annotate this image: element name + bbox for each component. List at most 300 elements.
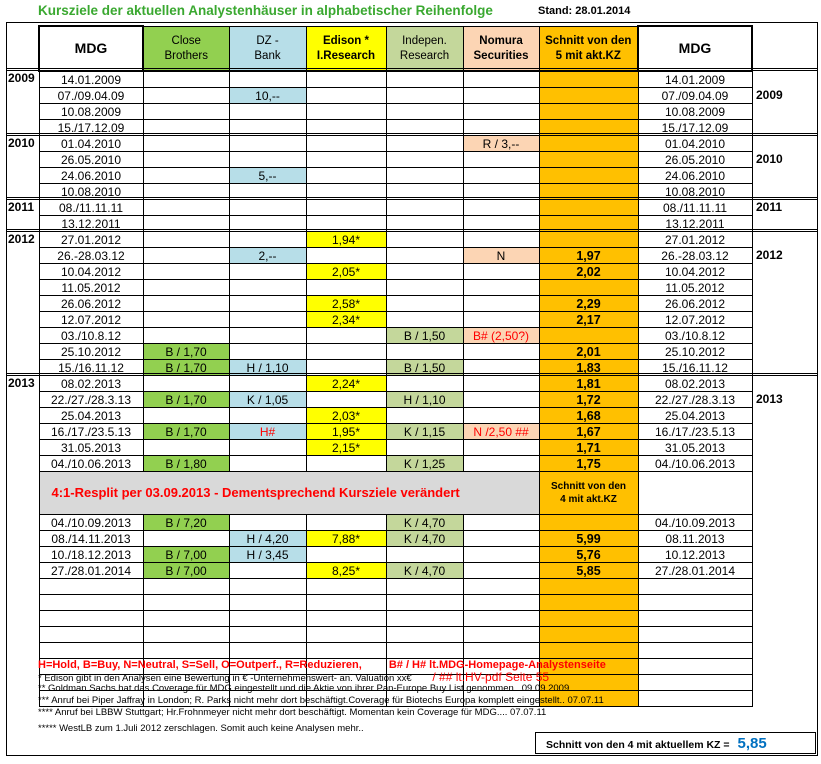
empty-cell	[638, 659, 752, 675]
date-cell: 11.05.2012	[39, 280, 143, 296]
dz-cell: 5,--	[229, 168, 306, 184]
empty-cell	[463, 643, 539, 659]
indep-cell	[386, 440, 463, 456]
nomura-cell	[463, 547, 539, 563]
empty-cell	[638, 611, 752, 627]
date-right-cell: 12.07.2012	[638, 312, 752, 328]
header-schnitt	[539, 26, 638, 71]
nomura-cell	[463, 344, 539, 360]
dz-cell	[229, 296, 306, 312]
empty-cell	[638, 627, 752, 643]
date-right-cell: 22./27./28.3.13	[638, 392, 752, 408]
header-line2: Brothers	[164, 49, 208, 62]
dz-cell	[229, 456, 306, 472]
date-cell: 03./10.8.12	[39, 328, 143, 344]
edison-cell: 2,58*	[306, 296, 386, 312]
date-right-cell: 07./09.04.09	[638, 88, 752, 104]
date-right-cell: 04./10.09.2013	[638, 515, 752, 531]
date-cell: 25.10.2012	[39, 344, 143, 360]
date-cell: 27.01.2012	[39, 232, 143, 248]
edison-cell	[306, 168, 386, 184]
table-row	[39, 312, 752, 328]
table-row	[39, 408, 752, 424]
dz-cell: H / 1,10	[229, 360, 306, 376]
close-cell: B / 7,20	[143, 515, 229, 531]
nomura-cell	[463, 296, 539, 312]
date-right-cell: 26.05.2010	[638, 152, 752, 168]
close-cell: B / 1,80	[143, 456, 229, 472]
dz-cell	[229, 71, 306, 88]
edison-cell: 2,15*	[306, 440, 386, 456]
date-right-cell: 13.12.2011	[638, 216, 752, 232]
schnitt-cell: 1,71	[539, 440, 638, 456]
empty-cell	[386, 611, 463, 627]
date-right-cell: 01.04.2010	[638, 136, 752, 152]
header-line2: I.Research	[316, 49, 376, 62]
empty-cell	[539, 643, 638, 659]
date-cell: 12.07.2012	[39, 312, 143, 328]
close-cell: B / 7,00	[143, 547, 229, 563]
legend-homepage: B# / H# lt.MDG-Homepage-Analystenseite	[388, 659, 606, 671]
dz-cell	[229, 312, 306, 328]
date-right-cell: 10.12.2013	[638, 547, 752, 563]
year-label-right: 2012	[756, 248, 783, 262]
nomura-cell	[463, 563, 539, 579]
indep-cell	[386, 296, 463, 312]
schnitt-cell	[539, 136, 638, 152]
schnitt-cell: 1,81	[539, 376, 638, 392]
schnitt-4-line: 4 mit akt.KZ	[560, 494, 617, 505]
empty-cell	[306, 579, 386, 595]
table-row	[39, 456, 752, 472]
header-line1: MDG	[74, 40, 108, 56]
close-cell: B / 7,00	[143, 563, 229, 579]
edison-cell: 1,95*	[306, 424, 386, 440]
empty-cell	[638, 643, 752, 659]
schnitt-cell: 1,83	[539, 360, 638, 376]
header-dz-bank	[229, 26, 306, 71]
nomura-cell: N /2,50 ##	[463, 424, 539, 440]
edison-cell: 2,34*	[306, 312, 386, 328]
edison-cell: 8,25*	[306, 563, 386, 579]
close-cell	[143, 136, 229, 152]
edison-cell	[306, 456, 386, 472]
note-lbbw: **** Anruf bei LBBW Stuttgart; Hr.Frohnmeyer nicht mehr dort beschäftigt. Momentan kein Coverage für MDG.... 07.07.11	[38, 707, 547, 718]
table-row	[39, 248, 752, 264]
date-right-cell: 25.10.2012	[638, 344, 752, 360]
nomura-cell	[463, 408, 539, 424]
close-cell	[143, 71, 229, 88]
dz-cell: H / 3,45	[229, 547, 306, 563]
empty-row	[39, 595, 752, 611]
dz-cell: H#	[229, 424, 306, 440]
edison-cell: 2,03*	[306, 408, 386, 424]
year-separator	[6, 68, 818, 71]
note-westlb: ***** WestLB zum 1.Juli 2012 zerschlagen. Somit auch keine Analysen mehr..	[38, 723, 364, 734]
empty-cell	[306, 595, 386, 611]
nomura-cell: B# (2,50?)	[463, 328, 539, 344]
empty-cell	[39, 579, 143, 595]
date-cell: 25.04.2013	[39, 408, 143, 424]
edison-cell: 2,24*	[306, 376, 386, 392]
schnitt-cell: 5,99	[539, 531, 638, 547]
schnitt-cell	[539, 71, 638, 88]
empty-cell	[386, 579, 463, 595]
header-mdg-right	[638, 26, 752, 71]
dz-cell	[229, 440, 306, 456]
table-row	[39, 328, 752, 344]
table-row	[39, 547, 752, 563]
nomura-cell: N	[463, 248, 539, 264]
header-line2: Bank	[254, 49, 281, 62]
indep-cell	[386, 264, 463, 280]
empty-cell	[386, 643, 463, 659]
edison-cell	[306, 104, 386, 120]
empty-cell	[39, 643, 143, 659]
year-separator	[6, 133, 818, 136]
table-row	[39, 376, 752, 392]
close-cell	[143, 152, 229, 168]
schnitt-cell: 1,75	[539, 456, 638, 472]
empty-cell	[463, 627, 539, 643]
header-close-brothers	[143, 26, 229, 71]
date-cell: 10.08.2010	[39, 184, 143, 200]
year-label-left: 2012	[8, 232, 35, 246]
empty-cell	[638, 691, 752, 707]
date-cell: 26.06.2012	[39, 296, 143, 312]
indep-cell	[386, 232, 463, 248]
empty-cell	[39, 611, 143, 627]
edison-cell	[306, 200, 386, 216]
nomura-cell	[463, 104, 539, 120]
table-row	[39, 440, 752, 456]
resplit-row	[39, 472, 752, 515]
date-cell: 10./18.12.2013	[39, 547, 143, 563]
indep-cell	[386, 344, 463, 360]
indep-cell: K / 4,70	[386, 563, 463, 579]
empty-cell	[638, 675, 752, 691]
header-line2: Research	[399, 49, 450, 62]
schnitt-cell	[539, 515, 638, 531]
empty-row	[39, 579, 752, 595]
nomura-cell	[463, 200, 539, 216]
date-right-cell: 04./10.06.2013	[638, 456, 752, 472]
dz-cell	[229, 264, 306, 280]
date-right-cell: 14.01.2009	[638, 71, 752, 88]
summary-value: 5,85	[737, 735, 767, 752]
schnitt-cell: 5,85	[539, 563, 638, 579]
resplit-right-cell	[638, 472, 752, 515]
schnitt-cell: 1,72	[539, 392, 638, 408]
close-cell: B / 1,70	[143, 392, 229, 408]
table-row	[39, 88, 752, 104]
empty-cell	[638, 595, 752, 611]
date-cell: 26.-28.03.12	[39, 248, 143, 264]
dz-cell	[229, 344, 306, 360]
empty-cell	[386, 595, 463, 611]
header-line2: 5 mit akt.KZ	[555, 49, 621, 62]
note-piper: *** Anruf bei Piper Jaffray in London; R. Parks nicht mehr dort beschäftigt.Coverage für Biotechs Europa komplett eingestellt.. 07.07.11	[38, 695, 604, 706]
empty-cell	[306, 643, 386, 659]
close-cell	[143, 531, 229, 547]
table-row	[39, 104, 752, 120]
table-row	[39, 344, 752, 360]
header-mdg	[39, 26, 143, 71]
dz-cell: H / 4,20	[229, 531, 306, 547]
indep-cell: K / 4,70	[386, 515, 463, 531]
date-cell: 10.08.2009	[39, 104, 143, 120]
edison-cell: 2,05*	[306, 264, 386, 280]
nomura-cell	[463, 515, 539, 531]
header-line1: Schnitt von den	[545, 34, 632, 47]
empty-cell	[463, 595, 539, 611]
indep-cell	[386, 88, 463, 104]
dz-cell: 10,--	[229, 88, 306, 104]
indep-cell	[386, 152, 463, 168]
schnitt-cell	[539, 200, 638, 216]
header-line1: Edison *	[322, 34, 369, 47]
empty-cell	[306, 627, 386, 643]
empty-cell	[229, 595, 306, 611]
dz-cell	[229, 376, 306, 392]
dz-cell	[229, 563, 306, 579]
table-row	[39, 232, 752, 248]
year-label-right: 2011	[756, 200, 783, 214]
date-right-cell: 10.08.2009	[638, 104, 752, 120]
empty-row	[39, 643, 752, 659]
date-cell: 26.05.2010	[39, 152, 143, 168]
date-right-cell: 26.-28.03.12	[638, 248, 752, 264]
empty-row	[39, 611, 752, 627]
indep-cell: K / 4,70	[386, 531, 463, 547]
nomura-cell	[463, 531, 539, 547]
dz-cell	[229, 232, 306, 248]
close-cell	[143, 440, 229, 456]
close-cell	[143, 328, 229, 344]
empty-cell	[463, 611, 539, 627]
empty-cell	[539, 595, 638, 611]
date-right-cell: 03./10.8.12	[638, 328, 752, 344]
indep-cell	[386, 136, 463, 152]
schnitt-4-header	[539, 472, 638, 515]
empty-cell	[143, 611, 229, 627]
date-right-cell: 27.01.2012	[638, 232, 752, 248]
edison-cell	[306, 152, 386, 168]
empty-cell	[39, 595, 143, 611]
indep-cell	[386, 104, 463, 120]
nomura-cell	[463, 152, 539, 168]
close-cell	[143, 248, 229, 264]
schnitt-cell	[539, 168, 638, 184]
year-label-right: 2009	[756, 88, 783, 102]
nomura-cell	[463, 168, 539, 184]
date-cell: 10.04.2012	[39, 264, 143, 280]
header-line1: Close	[171, 34, 201, 47]
date-right-cell: 15./16.11.12	[638, 360, 752, 376]
close-cell	[143, 232, 229, 248]
year-separator	[6, 373, 818, 376]
table-row	[39, 264, 752, 280]
nomura-cell	[463, 232, 539, 248]
indep-cell: K / 1,25	[386, 456, 463, 472]
close-cell	[143, 376, 229, 392]
close-cell	[143, 264, 229, 280]
date-cell: 27./28.01.2014	[39, 563, 143, 579]
indep-cell: B / 1,50	[386, 360, 463, 376]
date-right-cell: 10.08.2010	[638, 184, 752, 200]
header-line2: Securities	[473, 49, 529, 62]
nomura-cell	[463, 280, 539, 296]
date-cell: 16./17./23.5.13	[39, 424, 143, 440]
dz-cell	[229, 152, 306, 168]
dz-cell	[229, 136, 306, 152]
schnitt-cell: 1,97	[539, 248, 638, 264]
indep-cell: H / 1,10	[386, 392, 463, 408]
date-cell: 31.05.2013	[39, 440, 143, 456]
empty-cell	[229, 643, 306, 659]
schnitt-cell	[539, 88, 638, 104]
close-cell: B / 1,70	[143, 424, 229, 440]
date-cell: 04./10.06.2013	[39, 456, 143, 472]
edison-cell	[306, 328, 386, 344]
empty-cell	[539, 627, 638, 643]
date-cell: 22./27./28.3.13	[39, 392, 143, 408]
table-row	[39, 200, 752, 216]
table-row	[39, 563, 752, 579]
close-cell: B / 1,70	[143, 360, 229, 376]
note-edison-red: / ## lt.HV-pdf Seite 55	[432, 670, 550, 684]
schnitt-4-line: Schnitt von den	[551, 481, 626, 492]
table-row	[39, 392, 752, 408]
date-cell: 08./14.11.2013	[39, 531, 143, 547]
date-cell: 08.02.2013	[39, 376, 143, 392]
nomura-cell: R / 3,--	[463, 136, 539, 152]
edison-cell	[306, 71, 386, 88]
nomura-cell	[463, 312, 539, 328]
date-cell: 01.04.2010	[39, 136, 143, 152]
legend-ratings: H=Hold, B=Buy, N=Neutral, S=Sell, O=Outperf., R=Reduzieren,	[38, 659, 362, 671]
table-row	[39, 71, 752, 88]
date-right-cell: 11.05.2012	[638, 280, 752, 296]
date-right-cell: 31.05.2013	[638, 440, 752, 456]
schnitt-cell: 5,76	[539, 547, 638, 563]
empty-cell	[143, 643, 229, 659]
year-separator	[6, 197, 818, 200]
empty-cell	[539, 611, 638, 627]
table-row	[39, 136, 752, 152]
empty-cell	[229, 579, 306, 595]
edison-cell	[306, 248, 386, 264]
schnitt-cell: 2,29	[539, 296, 638, 312]
close-cell	[143, 280, 229, 296]
nomura-cell	[463, 88, 539, 104]
date-right-cell: 08.02.2013	[638, 376, 752, 392]
indep-cell	[386, 280, 463, 296]
year-label-right: 2010	[756, 152, 783, 166]
close-cell	[143, 408, 229, 424]
edison-cell	[306, 392, 386, 408]
edison-cell	[306, 344, 386, 360]
close-cell: B / 1,70	[143, 344, 229, 360]
empty-cell	[229, 611, 306, 627]
nomura-cell	[463, 376, 539, 392]
indep-cell	[386, 168, 463, 184]
date-cell: 15./16.11.12	[39, 360, 143, 376]
edison-cell: 7,88*	[306, 531, 386, 547]
dz-cell	[229, 104, 306, 120]
summary-label: Schnitt von den 4 mit aktuellem KZ =	[546, 739, 730, 751]
empty-row	[39, 627, 752, 643]
note-edison-text: * Edison gibt in den Analysen eine Bewertung in € -Unternehmenswert- an. Valuation xx€	[38, 673, 412, 684]
close-cell	[143, 88, 229, 104]
close-cell	[143, 104, 229, 120]
header-nomura	[463, 26, 539, 71]
nomura-cell	[463, 264, 539, 280]
nomura-cell	[463, 440, 539, 456]
schnitt-cell: 1,68	[539, 408, 638, 424]
year-label-left: 2013	[8, 376, 35, 390]
date-right-cell: 10.04.2012	[638, 264, 752, 280]
summary-box	[535, 732, 816, 754]
empty-cell	[143, 627, 229, 643]
schnitt-cell	[539, 152, 638, 168]
empty-cell	[463, 579, 539, 595]
sheet-title: Kursziele der aktuellen Analystenhäuser in alphabetischer Reihenfolge	[38, 3, 493, 18]
indep-cell	[386, 376, 463, 392]
edison-cell	[306, 136, 386, 152]
header-line1: Nomura	[479, 34, 523, 47]
kursziel-table	[38, 25, 753, 707]
date-cell: 13.12.2011	[39, 216, 143, 232]
schnitt-cell: 2,01	[539, 344, 638, 360]
nomura-cell	[463, 456, 539, 472]
edison-cell: 1,94*	[306, 232, 386, 248]
empty-cell	[539, 579, 638, 595]
close-cell	[143, 296, 229, 312]
table-row	[39, 280, 752, 296]
table-row	[39, 424, 752, 440]
date-cell: 15./17.12.09	[39, 120, 143, 136]
note-goldman: ** Goldman Sachs hat das Coverage für MDG eingestellt und die Aktie von ihrer Pan-Europe Buy List genommen.. 09.09.2009	[38, 683, 570, 694]
date-right-cell: 08./11.11.11	[638, 200, 752, 216]
indep-cell: K / 1,15	[386, 424, 463, 440]
schnitt-cell: 2,17	[539, 312, 638, 328]
schnitt-cell: 1,67	[539, 424, 638, 440]
date-cell: 07./09.04.09	[39, 88, 143, 104]
indep-cell	[386, 408, 463, 424]
stand-date: Stand: 28.01.2014	[538, 5, 631, 17]
indep-cell	[386, 71, 463, 88]
dz-cell	[229, 408, 306, 424]
edison-cell	[306, 88, 386, 104]
header-indep-research	[386, 26, 463, 71]
date-cell: 24.06.2010	[39, 168, 143, 184]
table-row	[39, 515, 752, 531]
year-label-left: 2009	[8, 71, 35, 85]
header-edison	[306, 26, 386, 71]
dz-cell	[229, 328, 306, 344]
close-cell	[143, 200, 229, 216]
nomura-cell	[463, 392, 539, 408]
date-right-cell: 27./28.01.2014	[638, 563, 752, 579]
note-edison	[38, 671, 606, 683]
year-separator	[6, 229, 818, 232]
empty-cell	[143, 579, 229, 595]
year-label-left: 2010	[8, 136, 35, 150]
date-right-cell: 15./17.12.09	[638, 120, 752, 136]
schnitt-cell	[539, 328, 638, 344]
date-cell: 04./10.09.2013	[39, 515, 143, 531]
